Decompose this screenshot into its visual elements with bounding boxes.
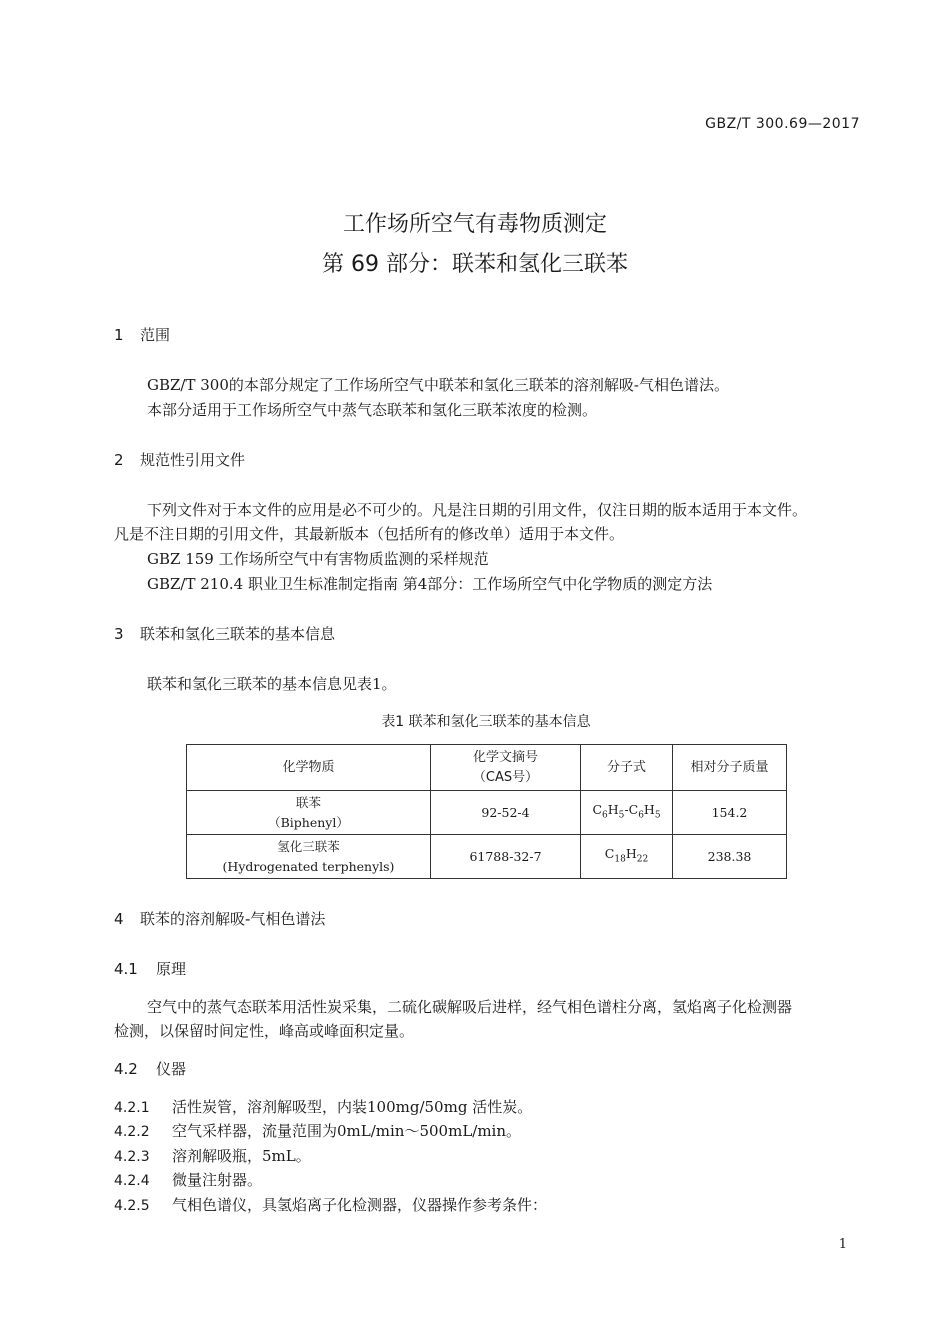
header-cas-line1: 化学文摘号 <box>472 749 538 765</box>
section-2-ref1: GBZ 159 工作场所空气中有害物质监测的采样规范 <box>147 550 489 568</box>
substance-name-en: （Biphenyl） <box>268 814 349 830</box>
section-2-heading <box>114 449 245 470</box>
document-title-line2: 第 69 部分：联苯和氢化三联苯 <box>322 252 628 277</box>
section-2-para1-line2: 凡是不注日期的引用文件，其最新版本（包括所有的修改单）适用于本文件。 <box>114 525 625 543</box>
header-substance: 化学物质 <box>187 745 431 791</box>
cell-formula: $C_{18}H_{22}$ <box>581 835 673 879</box>
item-text: 活性炭管，溶剂解吸型，内装100mg/50mg 活性炭。 <box>172 1098 533 1116</box>
table-row <box>187 835 787 879</box>
section-1-para2: 本部分适用于工作场所空气中蒸气态联苯和氢化三联苯浓度的检测。 <box>147 401 598 419</box>
cell-formula: $C_6H_5-C_6H_5$ <box>581 791 673 835</box>
header-cas <box>431 745 581 791</box>
section-4-2-heading <box>114 1058 186 1079</box>
section-title: 规范性引用文件 <box>140 451 246 469</box>
list-item <box>114 1145 311 1166</box>
section-title: 原理 <box>156 960 187 978</box>
section-number: 3 <box>114 625 124 643</box>
substance-name-zh: 氢化三联苯 <box>277 838 340 854</box>
item-text: 空气采样器，流量范围为0mL/min～500mL/min。 <box>172 1122 522 1140</box>
cell-mass: 238.38 <box>673 835 787 879</box>
table-row <box>187 791 787 835</box>
cell-cas: 61788-32-7 <box>431 835 581 879</box>
section-1-heading <box>114 324 170 345</box>
item-text: 微量注射器。 <box>172 1171 263 1189</box>
section-1-para1: GBZ/T 300的本部分规定了工作场所空气中联苯和氢化三联苯的溶剂解吸-气相色谱法。 <box>147 376 729 394</box>
section-4-1-para-line1: 空气中的蒸气态联苯用活性炭采集，二硫化碳解吸后进样，经气相色谱柱分离，氢焰离子化检测器 <box>147 998 793 1016</box>
section-2-para1-line1: 下列文件对于本文件的应用是必不可少的。凡是注日期的引用文件，仅注日期的版本适用于本文件。 <box>147 501 808 519</box>
table-header-row <box>187 745 787 791</box>
table-caption: 表1 联苯和氢化三联苯的基本信息 <box>381 714 591 730</box>
section-4-1-para-line2: 检测，以保留时间定性，峰高或峰面积定量。 <box>114 1022 415 1040</box>
cell-cas: 92-52-4 <box>431 791 581 835</box>
section-number: 4.2 <box>114 1060 138 1078</box>
section-4-heading <box>114 908 325 929</box>
basic-info-table <box>186 744 787 879</box>
header-formula: 分子式 <box>581 745 673 791</box>
item-number: 4.2.1 <box>114 1100 150 1116</box>
section-title: 仪器 <box>156 1060 187 1078</box>
section-3-heading <box>114 623 335 644</box>
list-item <box>114 1169 262 1190</box>
substance-name-en: (Hydrogenated terphenyls) <box>222 858 395 874</box>
section-4-1-heading <box>114 958 186 979</box>
item-number: 4.2.5 <box>114 1198 150 1214</box>
section-2-ref2: GBZ/T 210.4 职业卫生标准制定指南 第4部分：工作场所空气中化学物质的测定方法 <box>147 575 713 593</box>
cell-mass: 154.2 <box>673 791 787 835</box>
section-title: 范围 <box>140 326 171 344</box>
list-item <box>114 1120 521 1141</box>
section-3-para1: 联苯和氢化三联苯的基本信息见表1。 <box>147 675 397 693</box>
cell-substance <box>187 835 431 879</box>
page-number: 1 <box>838 1237 847 1252</box>
cell-substance <box>187 791 431 835</box>
section-title: 联苯的溶剂解吸-气相色谱法 <box>140 910 326 928</box>
substance-name-zh: 联苯 <box>295 794 321 810</box>
header-cas-line2: （CAS号） <box>472 769 539 785</box>
item-number: 4.2.4 <box>114 1173 150 1189</box>
header-mass: 相对分子质量 <box>673 745 787 791</box>
item-text: 溶剂解吸瓶，5mL。 <box>172 1147 311 1165</box>
section-number: 2 <box>114 451 124 469</box>
section-number: 1 <box>114 326 124 344</box>
section-number: 4 <box>114 910 124 928</box>
standard-id: GBZ/T 300.69—2017 <box>705 116 860 132</box>
list-item <box>114 1194 547 1215</box>
document-title-line1: 工作场所空气有毒物质测定 <box>342 212 607 237</box>
item-text: 气相色谱仪，具氢焰离子化检测器，仪器操作参考条件： <box>172 1196 548 1214</box>
section-title: 联苯和氢化三联苯的基本信息 <box>140 625 336 643</box>
item-number: 4.2.3 <box>114 1149 150 1165</box>
section-number: 4.1 <box>114 960 138 978</box>
item-number: 4.2.2 <box>114 1124 150 1140</box>
list-item <box>114 1096 532 1117</box>
